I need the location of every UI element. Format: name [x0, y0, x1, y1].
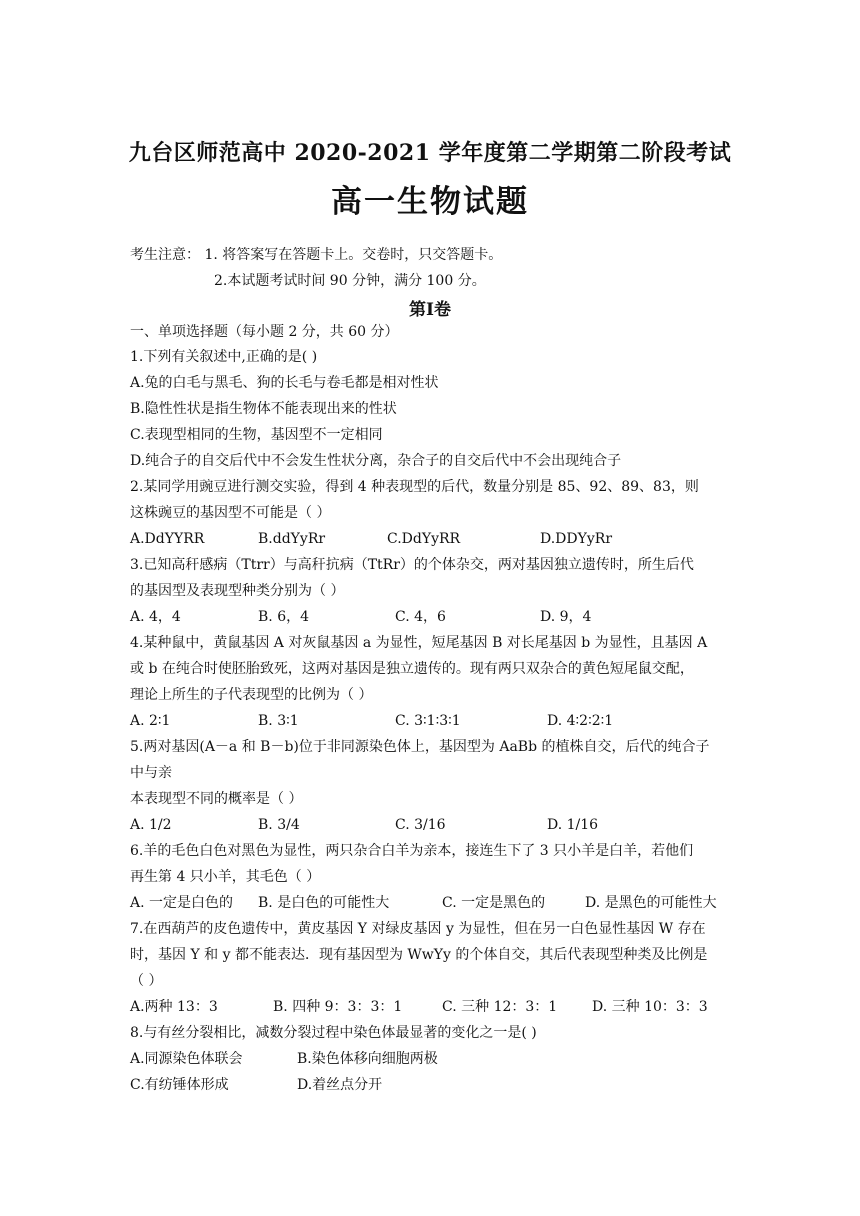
q6-stem-line-2: 再生第 4 只小羊，其毛色（ ）: [130, 869, 321, 885]
q2-option-c: C.DdYyRR: [387, 531, 461, 547]
q6-option-d: D. 是黑色的可能性大: [585, 895, 717, 911]
q8-stem: 8.与有丝分裂相比，减数分裂过程中染色体最显著的变化之一是( ): [130, 1025, 537, 1041]
q4-stem-line-3: 理论上所生的子代表现型的比例为（ ）: [130, 687, 373, 703]
q6-option-b: B. 是白色的可能性大: [258, 895, 390, 911]
q5-stem-line-1: 5.两对基因(A－a 和 B－b)位于非同源染色体上，基因型为 AaBb 的植株自交，后代的纯合子: [130, 739, 710, 755]
part-heading: 一、单项选择题（每小题 2 分，共 60 分）: [130, 324, 399, 340]
q1-option-a: A.兔的白毛与黑毛、狗的长毛与卷毛都是相对性状: [130, 375, 439, 391]
q8-option-c: C.有纺锤体形成: [130, 1077, 229, 1093]
q3-option-d: D. 9，4: [540, 609, 592, 625]
q1-option-c: C.表现型相同的生物，基因型不一定相同: [130, 427, 383, 443]
q5-stem-line-2: 中与亲: [130, 765, 172, 781]
notice-line-1: 考生注意： 1. 将答案写在答题卡上。交卷时，只交答题卡。: [130, 247, 503, 263]
q3-stem-line-2: 的基因型及表现型种类分别为（ ）: [130, 583, 345, 599]
q1-option-d: D.纯合子的自交后代中不会发生性状分离，杂合子的自交后代中不会出现纯合子: [130, 453, 622, 469]
q5-option-d: D. 1/16: [547, 817, 599, 833]
q4-stem-line-1: 4.某种鼠中，黄鼠基因 A 对灰鼠基因 a 为显性，短尾基因 B 对长尾基因 b 为显性，且基因 A: [130, 635, 708, 651]
q2-option-d: D.DDYyRr: [540, 531, 613, 547]
q2-stem-line-1: 2.某同学用豌豆进行测交实验，得到 4 种表现型的后代，数量分别是 85、92、89、83，则: [130, 479, 699, 495]
q7-option-a: A.两种 13：3: [130, 999, 218, 1015]
q7-option-b: B. 四种 9：3：3：1: [273, 999, 403, 1015]
q7-stem-line-2: 时，基因 Y 和 y 都不能表达．现有基因型为 WwYy 的个体自交，其后代表现型种类及比例是: [130, 947, 708, 963]
q1-stem: 1.下列有关叙述中,正确的是( ): [130, 349, 318, 365]
notice-line-2: 2.本试题考试时间 90 分钟，满分 100 分。: [214, 273, 486, 289]
q6-option-a: A. 一定是白色的: [130, 895, 234, 911]
subject-title: 高一生物试题: [331, 184, 529, 220]
q6-stem-line-1: 6.羊的毛色白色对黑色为显性，两只杂合白羊为亲本，接连生下了 3 只小羊是白羊，若他们: [130, 843, 694, 859]
q3-option-b: B. 6，4: [258, 609, 310, 625]
q7-stem-line-3: （ ）: [130, 973, 163, 989]
q2-option-b: B.ddYyRr: [258, 531, 326, 547]
q7-option-c: C. 三种 12：3：1: [442, 999, 558, 1015]
q4-option-c: C. 3∶1∶3∶1: [395, 713, 461, 729]
q5-option-b: B. 3/4: [258, 817, 300, 833]
q2-option-a: A.DdYYRR: [130, 531, 205, 547]
q3-option-a: A. 4，4: [130, 609, 181, 625]
exam-header-title: 九台区师范高中 2020-2021 学年度第二学期第二阶段考试: [128, 140, 732, 166]
q8-option-a: A.同源染色体联会: [130, 1051, 243, 1067]
q4-option-a: A. 2∶1: [130, 713, 171, 729]
q3-option-c: C. 4，6: [395, 609, 446, 625]
q2-stem-line-2: 这株豌豆的基因型不可能是（ ）: [130, 505, 331, 521]
q3-stem-line-1: 3.已知高秆感病（Ttrr）与高秆抗病（TtRr）的个体杂交，两对基因独立遗传时，所生后代: [130, 557, 694, 573]
section-title: 第Ⅰ卷: [409, 300, 451, 320]
q7-option-d: D. 三种 10：3：3: [592, 999, 708, 1015]
q7-stem-line-1: 7.在西葫芦的皮色遗传中，黄皮基因 Y 对绿皮基因 y 为显性，但在另一白色显性基因 W 存在: [130, 921, 706, 937]
q1-option-b: B.隐性性状是指生物体不能表现出来的性状: [130, 401, 397, 417]
q5-option-a: A. 1/2: [130, 817, 172, 833]
q5-option-c: C. 3/16: [395, 817, 446, 833]
q6-option-c: C. 一定是黑色的: [442, 895, 546, 911]
q8-option-b: B.染色体移向细胞两极: [297, 1051, 438, 1067]
q4-option-d: D. 4∶2∶2∶1: [547, 713, 614, 729]
q5-stem-line-3: 本表现型不同的概率是（ ）: [130, 791, 303, 807]
q4-option-b: B. 3∶1: [258, 713, 299, 729]
q8-option-d: D.着丝点分开: [297, 1077, 383, 1093]
q4-stem-line-2: 或 b 在纯合时使胚胎致死，这两对基因是独立遗传的。现有两只双杂合的黄色短尾鼠交配，: [130, 661, 694, 677]
